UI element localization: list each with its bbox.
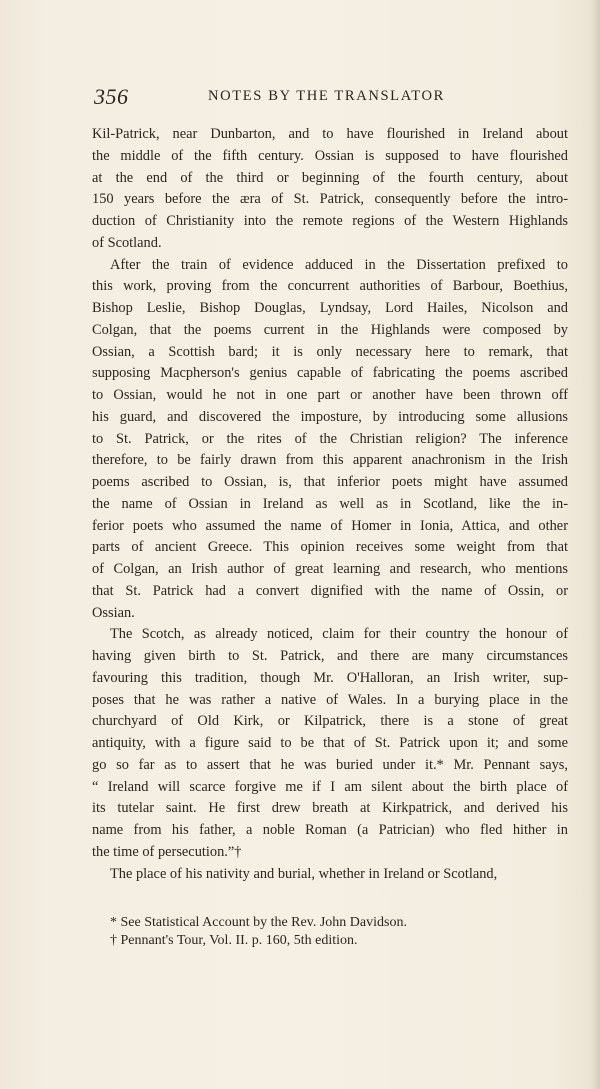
page-number: 356 <box>94 84 129 109</box>
text-line: poses that he was rather a native of Wales. In a burying place in the <box>92 691 568 708</box>
text-line: supposing Macpherson's genius capable of fabricating the poems ascribed <box>92 365 568 382</box>
text-line: favouring this tradition, though Mr. O'Halloran, an Irish writer, sup- <box>92 669 568 686</box>
text-line: Ossian, a Scottish bard; it is only necessary here to remark, that <box>92 343 568 360</box>
text-line: The Scotch, as already noticed, claim for their country the honour of <box>110 626 568 643</box>
text-line: its tutelar saint. He first drew breath at Kirkpatrick, and derived his <box>92 800 568 817</box>
text-line: the time of persecution.”† <box>92 843 242 860</box>
text-line: name from his father, a noble Roman (a Patrician) who fled hither in <box>92 822 568 838</box>
footnotes <box>92 914 568 950</box>
footnote-asterisk: * See Statistical Account by the Rev. John Davidson. <box>110 915 407 930</box>
text-line: The place of his nativity and burial, whether in Ireland or Scotland, <box>110 865 498 882</box>
text-line: to St. Patrick, or the rites of the Christian religion? The inference <box>92 430 568 447</box>
text-line: parts of ancient Greece. This opinion receives some weight from that <box>92 539 568 556</box>
page-header <box>92 82 568 112</box>
text-line: of Scotland. <box>92 234 162 251</box>
text-line: antiquity, with a figure said to be that of St. Patrick upon it; and some <box>92 735 568 751</box>
body-text <box>92 124 568 885</box>
text-line: After the train of evidence adduced in the Dissertation prefixed to <box>110 256 568 273</box>
text-line: ferior poets who assumed the name of Homer in Ionia, Attica, and other <box>92 517 568 534</box>
text-line: to Ossian, would he not in one part or another have been thrown off <box>92 387 568 403</box>
text-line: Bishop Leslie, Bishop Douglas, Lyndsay, Lord Hailes, Nicolson and <box>92 300 568 316</box>
text-line: 150 years before the æra of St. Patrick, consequently before the intro- <box>92 191 568 208</box>
running-head: NOTES BY THE TRANSLATOR <box>208 88 445 104</box>
text-line: “ Ireland will scarce forgive me if I am silent about the birth place of <box>92 778 568 795</box>
text-line: churchyard of Old Kirk, or Kilpatrick, there is a stone of great <box>92 713 568 730</box>
text-line: Colgan, that the poems current in the Highlands were composed by <box>92 321 568 338</box>
footnote-dagger: † Pennant's Tour, Vol. II. p. 160, 5th edition. <box>110 933 358 948</box>
text-line: the name of Ossian in Ireland as well as in Scotland, like the in- <box>92 495 568 512</box>
text-line: having given birth to St. Patrick, and there are many circumstances <box>92 648 568 664</box>
text-line: go so far as to assert that he was buried under it.* Mr. Pennant says, <box>92 756 568 773</box>
text-line: therefore, to be fairly drawn from this apparent anachronism in the Irish <box>92 452 568 469</box>
text-line: duction of Christianity into the remote regions of the Western Highlands <box>92 213 568 229</box>
page-edge-shadow <box>590 0 600 1089</box>
text-line: this work, proving from the concurrent authorities of Barbour, Boethius, <box>92 278 568 295</box>
text-line: his guard, and discovered the imposture, by introducing some allusions <box>92 408 568 425</box>
text-line: at the end of the third or beginning of the fourth century, about <box>92 169 568 186</box>
text-line: poems ascribed to Ossian, is, that inferior poets might have assumed <box>92 474 568 490</box>
text-line: that St. Patrick had a convert dignified with the name of Ossin, or <box>92 582 568 599</box>
text-line: of Colgan, an Irish author of great learning and research, who mentions <box>92 561 568 577</box>
text-line: Ossian. <box>92 604 135 621</box>
text-line: Kil-Patrick, near Dunbarton, and to have flourished in Ireland about <box>92 126 568 142</box>
text-line: the middle of the fifth century. Ossian is supposed to have flourished <box>92 147 568 164</box>
